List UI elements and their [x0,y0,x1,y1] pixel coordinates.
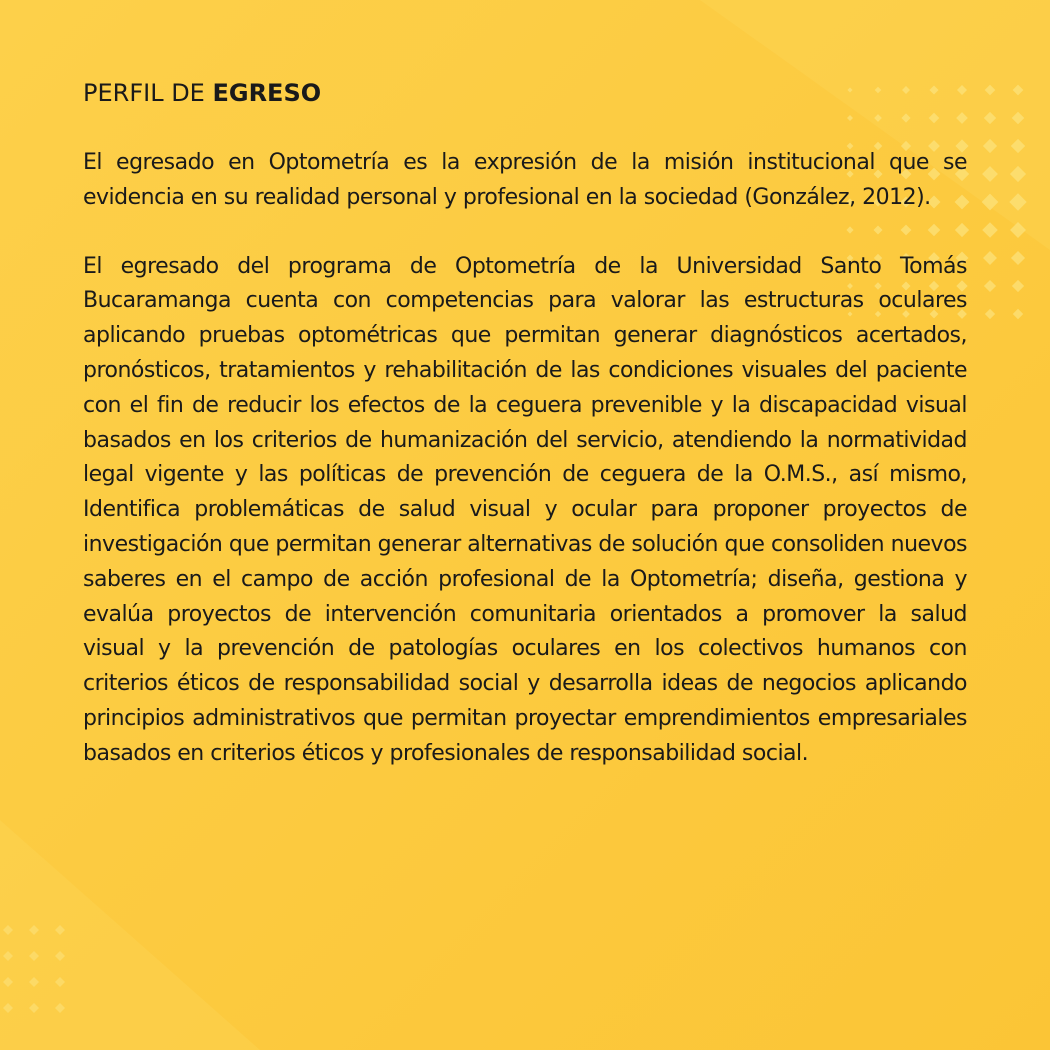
page-title [83,76,967,110]
title-bold: EGRESO [212,79,322,107]
title-prefix: PERFIL DE [83,79,213,107]
paragraph-intro: El egresado en Optometría es la expresión de la misión institucional que se evidencia en su realidad personal y profesional en la sociedad (González, 2012). [83,150,967,210]
content-block [83,76,967,772]
paragraph-profile: El egresado del programa de Optometría de la Universidad Santo Tomás Bucaramanga cuenta con competencias para valorar las estructuras oculares aplicando pruebas optométricas que permitan generar diagnósticos acertados, pronósticos, tratamientos y rehabilitación de las condiciones visuales del paciente con el fin de reducir los efectos de la ceguera prevenible y la discapacidad visual basados en los criterios de humanización del servicio, atendiendo la normatividad legal vigente y las políticas de prevención de ceguera de la O.M.S., así mismo, Identifica problemáticas de salud visual y ocular para proponer proyectos de investigación que permitan generar alternativas de solución que consoliden nuevos saberes en el campo de acción profesional de la Optometría; diseña, gestiona y evalúa proyectos de intervención comunitaria orientados a promover la salud visual y la prevención de patologías oculares en los colectivos humanos con criterios éticos de responsabilidad social y desarrolla ideas de negocios aplicando principios administrativos que permitan proyectar emprendimientos empresariales basados en criterios éticos y profesionales de responsabilidad social. [83,253,967,766]
